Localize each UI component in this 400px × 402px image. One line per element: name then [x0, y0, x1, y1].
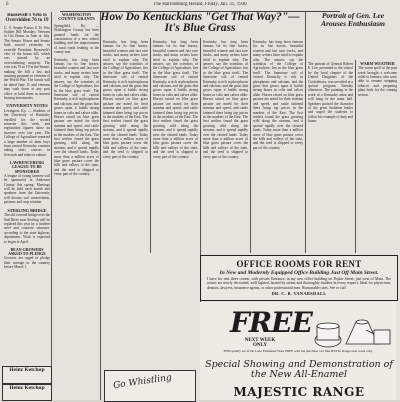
bean-body: Growers are urged to pledge their acreage to the cannery before March 1.: [4, 256, 50, 270]
column-rule: [150, 38, 151, 253]
bluegrass-body-2: Kentucky has long been famous for its fine horses, beautiful women and fast race tracks, and many writers have tried to explain why. The answer, say the scientists of the College of Agriculture, lies in the blue grass itself. The limestone soil of central Kentucky is rich in phosphorus and calcium, and the grass that grows upon it builds strong bones in colts and calves alike. Horses raised on blue grass pasture are noted for their stamina and speed, and cattle fattened there bring top prices in the markets of the East. The first settlers found the grass growing wild along the streams, and it spread rapidly over the cleared lands. Today more than a million acres of blue grass pasture cover the hills and valleys of the state, and the seed is shipped to every part of the country.: [153, 40, 198, 159]
column-rule: [51, 12, 52, 400]
sterling-body: The old covered bridge over the Salt River near Sterling will be replaced this year by a modern steel and concrete structure, according to the state highway department. Work is expected to begin in April.: [4, 213, 50, 244]
page-header: The Harrodsburg Herald, Friday, Jan. 31, 1936: [60, 2, 340, 12]
heinz-ad-1: [2, 366, 52, 384]
column-rule: [100, 12, 101, 400]
column-rule: [305, 12, 306, 253]
portrait-headline: Portrait of Gen. Lee Arouses Enthusiasm: [321, 11, 385, 28]
gowhistling-text: Go Whistling: [112, 372, 173, 392]
enamel-ware-illustration: [312, 308, 392, 350]
warm-weather-headline: WARM WEATHER: [360, 62, 395, 66]
majestic-range-ad: [200, 302, 396, 400]
page-number: 6: [6, 2, 9, 7]
office-ad-subtitle: In New and Modernly Equipped Office Building Just Off Main Street.: [219, 270, 379, 276]
university-body: Lexington, Ky. — Students of the University of Kentucky enrolled for the second semester this week, and registration figures show an increase over last year. The College of Agriculture reported a large number of farm boys from central Kentucky counties taking short courses in livestock and tobacco culture.: [4, 108, 50, 157]
lawrenceburg-headline: LAWRENCEBURG LEAGUE TO BE SPONSORED: [9, 160, 45, 174]
bean-headline: BEAN GROWERS ASKED TO PLEDGE: [8, 246, 46, 257]
veto-body: U. S. Senate Passes It To Veto Soldier Bill Monday; Veterans to Get Bonus in June or July. The Senate, House and Senate both moved yesterday to override President Roosevelt's veto of the bonus bill, which was passed by an overwhelming majority. The vote was 76 to 19 in the Senate, making the bill a law and assuring payment to veterans of the World War. The bonds will be dated June 15 and veterans may cash them at any post office or hold them as interest bearing investments.: [4, 25, 50, 100]
column-4: [153, 40, 198, 252]
column-3: [103, 40, 148, 252]
office-ad-body: I have for rent three rooms, with private Entrance, in my new office building on Poplar Street, just west of Main. The rooms are newly decorated, well lighted, heated by steam and thoroughly modern in every respect. Ideal for physicians, dentists, lawyers, insurance agents, or other professional men. Reasonable rates. See or call: [207, 277, 391, 290]
office-rent-ad: [200, 255, 398, 301]
column-rule: [250, 38, 251, 253]
lawrenceburg-body: A league of young farmers will be sponsored in Anderson County this spring. Meetings will be held each month and speakers from the University will discuss soil conservation, pastures and crop rotation.: [4, 173, 50, 205]
column-rule: [355, 60, 356, 253]
column-6: [253, 40, 303, 252]
sterling-headline: STERLING BRIDGE: [7, 207, 47, 213]
next-week-text: NEXT WEEK ONLY: [244, 338, 276, 348]
heinz-ad-2: [2, 384, 52, 401]
column-5: [203, 40, 248, 252]
range-ad-title: MAJESTIC RANGE: [233, 385, 365, 399]
office-ad-signature: DR. C. B. VANARSDALL: [271, 291, 327, 296]
bluegrass-body-4: Kentucky has long been famous for its fine horses, beautiful women and fast race tracks, and many writers have tried to explain why. The answer, say the scientists of the College of Agriculture, lies in the blue grass itself. The limestone soil of central Kentucky is rich in phosphorus and calcium, and the grass that grows upon it builds strong bones in colts and calves alike. Horses raised on blue grass pasture are noted for their stamina and speed, and cattle fattened there bring top prices in the markets of the East. The first settlers found the grass growing wild along the streams, and it spread rapidly over the cleared lands. Today more than a million acres of blue grass pasture cover the hills and valleys of the state, and the seed is shipped to every part of the country.: [253, 40, 303, 150]
column-7: [308, 62, 353, 252]
bluegrass-body-3: Kentucky has long been famous for its fine horses, beautiful women and fast race tracks, and many writers have tried to explain why. The answer, say the scientists of the College of Agriculture, lies in the blue grass itself. The limestone soil of central Kentucky is rich in phosphorus and calcium, and the grass that grows upon it builds strong bones in colts and calves alike. Horses raised on blue grass pasture are noted for their stamina and speed, and cattle fattened there bring top prices in the markets of the East. The first settlers found the grass growing wild along the streams, and it spread rapidly over the cleared lands. Today more than a million acres of blue grass pasture cover the hills and valleys of the state, and the seed is shipped to every part of the country.: [203, 40, 248, 159]
grants-headline: WASHINGTON COUNTY GRANTS: [58, 13, 95, 22]
heinz-ad-1-text: Heinz Ketchup: [9, 367, 45, 373]
column-1: [4, 13, 50, 363]
heinz-ad-2-text: Heinz Ketchup: [9, 385, 45, 391]
grants-body: Springfield, Ky. — Washington County has been granted funds for the construction of a new school building and the improvement of rural roads leading to the county seat.: [54, 23, 99, 55]
column-8: [358, 62, 397, 252]
range-ad-special: Special Showing and Demonstration of the New All-Enamel: [205, 359, 393, 380]
warm-weather-body: The warm spell of the past week brought a welcome relief to farmers, who were able to resume stripping tobacco and preparing plant beds for the coming season.: [358, 66, 397, 97]
bluegrass-body-1: Kentucky has long been famous for its fine horses, beautiful women and fast race tracks, and many writers have tried to explain why. The answer, say the scientists of the College of Agriculture, lies in the blue grass itself. The limestone soil of central Kentucky is rich in phosphorus and calcium, and the grass that grows upon it builds strong bones in colts and calves alike. Horses raised on blue grass pasture are noted for their stamina and speed, and cattle fattened there bring top prices in the markets of the East. The first settlers found the grass growing wild along the streams, and it spread rapidly over the cleared lands. Today more than a million acres of blue grass pasture cover the hills and valleys of the state, and the seed is shipped to every part of the country.: [103, 40, 148, 159]
bluegrass-continued: Kentucky has long been famous for its fine horses, beautiful women and fast race tracks, and many writers have tried to explain why. The answer, say the scientists of the College of Agriculture, lies in the blue grass itself. The limestone soil of central Kentucky is rich in phosphorus and calcium, and the grass that grows upon it builds strong bones in colts and calves alike. Horses raised on blue grass pasture are noted for their stamina and speed, and cattle fattened there bring top prices in the markets of the East. The first settlers found the grass growing wild along the streams, and it spread rapidly over the cleared lands. Today more than a million acres of blue grass pasture cover the hills and valleys of the state, and the seed is shipped to every part of the country.: [54, 57, 99, 177]
office-ad-title: OFFICE ROOMS FOR RENT: [236, 259, 362, 269]
gowhistling-ad: [104, 370, 196, 402]
portrait-body: The portrait of General Robert E. Lee, presented to the school by the local chapter of the United Daughters of the Confederacy, was unveiled at a special program Tuesday afternoon. The painting is the work of a Kentucky artist and will hang in the main hall. Speakers praised the character of the great Southern leader and urged the students to follow his example of duty and honor.: [308, 62, 353, 124]
university-headline: UNIVERSITY NOTES: [6, 103, 48, 109]
bluegrass-headline: How Do Kentuckians "Get That Way?"—It's Blue Grass: [100, 11, 300, 34]
free-text: FREE: [230, 306, 312, 339]
column-2: [54, 13, 99, 353]
veto-headline: Roosevelt's Veto Is Overridden 76 to 19: [5, 13, 49, 24]
range-ad-offer: THIS quality set of De Luxe Enameled Ware FREE with the purchase of a MAJESTIC Range next week only.: [223, 349, 373, 353]
